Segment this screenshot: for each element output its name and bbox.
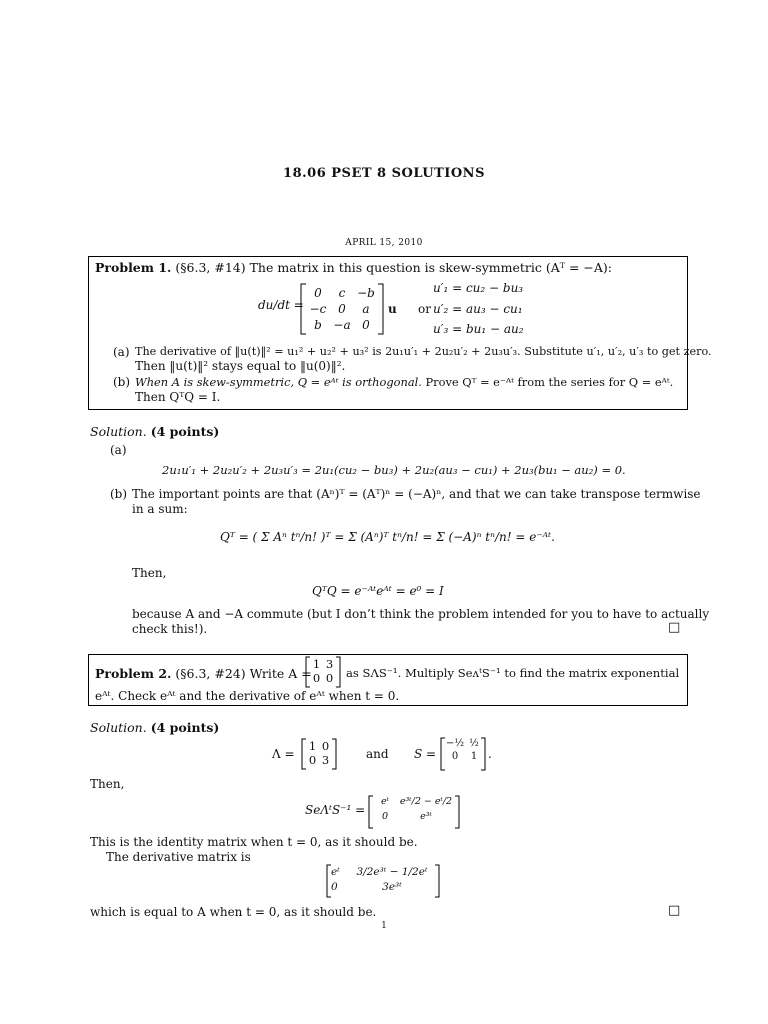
matrix-cell: e³ᵗ/2 − eᵗ/2 — [399, 796, 453, 807]
matrix-cell: 0 — [362, 318, 370, 332]
matrix-cell: 3/2e³ᵗ − 1/2eᵗ — [356, 866, 428, 878]
solution-1-a-equation: 2u₁u′₁ + 2u₂u′₂ + 2u₃u′₃ = 2u₁(cu₂ − bu₃) + 2u₂(au₃ − cu₁) + 2u₃(bu₁ − au₂) = 0. — [162, 463, 626, 477]
matrix-cell: eᵗ — [381, 796, 389, 807]
solution-1-points: (4 points) — [150, 424, 220, 439]
solution-1-then: Then, — [132, 566, 167, 580]
matrix-cell: b — [314, 318, 322, 332]
matrix-cell: 3 — [325, 657, 334, 671]
solution-1-label: Solution. — [90, 424, 147, 439]
matrix-cell: 1 — [470, 751, 478, 762]
problem-2-line-2: eᴬᵗ. Check eᴬᵗ and the derivative of eᴬᵗ when t = 0. — [95, 689, 400, 703]
problem-1-lhs: du/dt = — [258, 298, 304, 312]
part-b-line-1 — [135, 375, 673, 389]
problem-1-or: or — [418, 302, 431, 316]
part-b-rest: Prove Qᵀ = e⁻ᴬᵗ from the series for Q = eᴬᵗ. — [425, 375, 674, 389]
matrix-cell: −b — [357, 286, 375, 300]
part-a-label: (a) — [113, 345, 130, 359]
problem-1-label: Problem 1. — [95, 260, 172, 275]
matrix-cell: a — [362, 302, 370, 316]
qtq-equation: QᵀQ = e⁻ᴬᵗeᴬᵗ = e⁰ = I — [312, 584, 444, 598]
solution-2-label: Solution. — [90, 720, 147, 735]
part-b-line-2: Then QᵀQ = I. — [135, 390, 221, 404]
part-a-line-2: Then ‖u(t)‖² stays equal to ‖u(0)‖². — [135, 359, 346, 373]
problem-1-vector: u — [388, 302, 397, 316]
because-line-1: because A and −A commute (but I don’t think the problem intended for you to have to actually — [132, 607, 710, 621]
problem-1-heading — [95, 260, 612, 275]
problem-2-matrix-cells — [310, 657, 338, 685]
part-b-label: (b) — [113, 375, 131, 389]
equation-2: u′₂ = au₃ − cu₁ — [433, 302, 523, 316]
matrix-cell: 0 — [331, 881, 338, 893]
equation-3: u′₃ = bu₁ − au₂ — [433, 322, 524, 336]
matrix-cell: c — [338, 286, 346, 300]
matrix-cell: 1 — [308, 739, 317, 753]
qed-box-icon: □ — [668, 903, 681, 918]
matrix-cell: 3e³ᵗ — [382, 881, 402, 893]
part-b-italic: When A is skew-symmetric, Q = eᴬᵗ is orthogonal. — [135, 375, 422, 389]
solution-1-heading — [90, 424, 219, 439]
matrix-cell: 3 — [321, 753, 330, 767]
identity-line: This is the identity matrix when t = 0, as it should be. — [90, 835, 418, 849]
problem-2-ref: (§6.3, #24) — [175, 666, 246, 681]
problem-1-matrix-cells — [306, 286, 378, 332]
solution-1-b-line-2: in a sum: — [132, 502, 188, 516]
solution-1-b-line-1: The important points are that (Aⁿ)ᵀ = (Aᵀ)ⁿ = (−A)ⁿ, and that we can take transpose termwise — [132, 487, 701, 501]
solution-1-a-label: (a) — [110, 443, 127, 457]
matrix-cell: 0 — [381, 811, 389, 822]
matrix-cell: 0 — [314, 286, 322, 300]
matrix-cell: −a — [333, 318, 351, 332]
matrix-cell: −c — [309, 302, 327, 316]
problem-2-label: Problem 2. — [95, 666, 172, 681]
s-period: . — [488, 747, 492, 761]
lambda-matrix-cells — [306, 739, 334, 767]
matrix-cell: 1 — [312, 657, 321, 671]
and-word: and — [366, 747, 389, 761]
matrix-cell: 0 — [325, 671, 334, 685]
equal-line: which is equal to A when t = 0, as it should be. — [90, 905, 377, 919]
document-date: APRIL 15, 2010 — [345, 238, 423, 248]
derivative-matrix-cells — [331, 866, 435, 893]
matrix-cell: e³ᵗ — [420, 811, 432, 822]
problem-2-line-1-rest: as SΛS⁻¹. Multiply SeᴧᵗS⁻¹ to find the matrix exponential — [346, 666, 680, 680]
matrix-cell: 0 — [321, 739, 330, 753]
sexp-matrix-cells — [374, 796, 456, 822]
matrix-cell: ½ — [469, 738, 479, 749]
equation-1: u′₁ = cu₂ − bu₃ — [433, 281, 524, 295]
series-equation: Qᵀ = ( Σ Aⁿ tⁿ/n! )ᵀ = Σ (Aⁿ)ᵀ tⁿ/n! = Σ (−A)ⁿ tⁿ/n! = e⁻ᴬᵗ. — [220, 530, 555, 544]
sexp-lhs: SeΛᵗS⁻¹ = — [305, 803, 366, 817]
matrix-cell: 0 — [451, 751, 459, 762]
because-line-2: check this!). — [132, 622, 208, 636]
solution-1-b-label: (b) — [110, 487, 128, 501]
part-a-line-1: The derivative of ‖u(t)‖² = u₁² + u₂² + u₃² is 2u₁u′₁ + 2u₂u′₂ + 2u₃u′₃. Substitute u′₁, u′₂, u′₃ to get zero. — [135, 345, 712, 358]
lambda-lhs: Λ = — [272, 747, 295, 761]
solution-2-heading — [90, 720, 219, 735]
solution-2-points: (4 points) — [150, 720, 220, 735]
matrix-cell: 0 — [312, 671, 321, 685]
derivative-line: The derivative matrix is — [106, 850, 251, 864]
matrix-cell: 0 — [308, 753, 317, 767]
problem-1-statement: The matrix in this question is skew-symmetric (Aᵀ = −A): — [249, 260, 613, 275]
s-lhs: S = — [414, 747, 437, 761]
document-title: 18.06 PSET 8 SOLUTIONS — [283, 166, 485, 181]
solution-2-then: Then, — [90, 777, 125, 791]
matrix-cell: −½ — [445, 738, 465, 749]
matrix-cell: 0 — [338, 302, 346, 316]
s-matrix-cells — [445, 738, 483, 762]
matrix-cell: eᵗ — [331, 866, 340, 878]
problem-2-heading — [95, 666, 312, 681]
qed-box-icon: □ — [668, 620, 681, 635]
problem-1-ref: (§6.3, #14) — [175, 260, 246, 275]
problem-2-write: Write A = — [249, 666, 312, 681]
page-number: 1 — [381, 921, 387, 931]
